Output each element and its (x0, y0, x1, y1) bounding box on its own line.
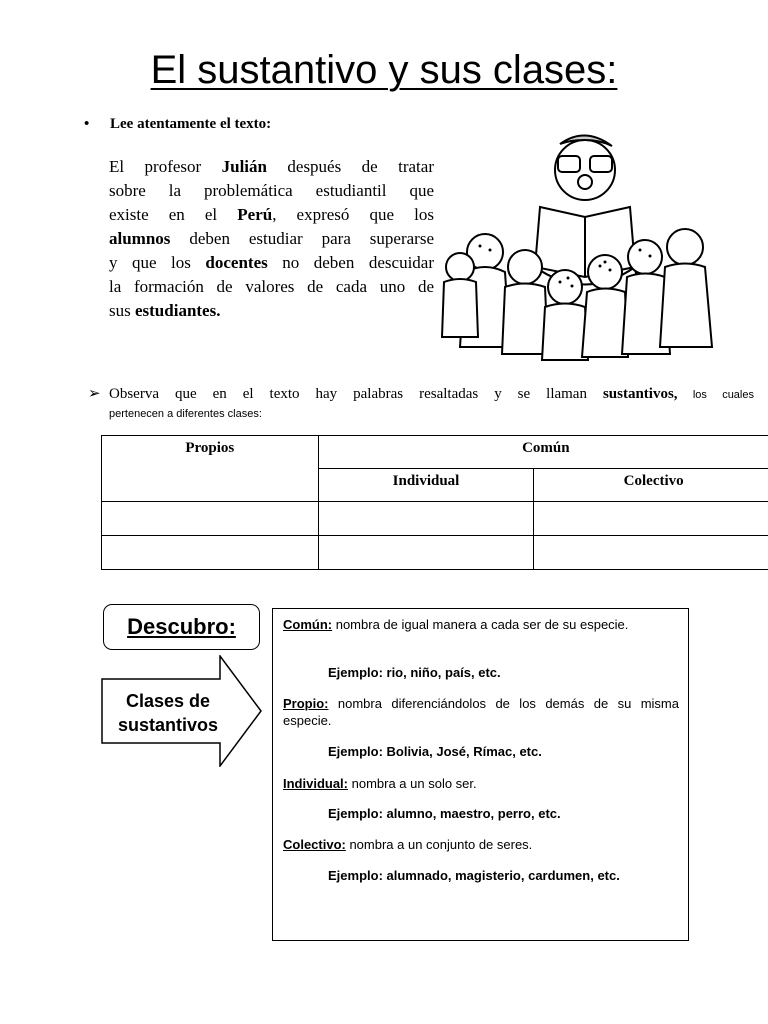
story-line: y que los docentes no deben descuidar (109, 253, 435, 272)
definition-individual: Individual: nombra a un solo ser. (283, 776, 477, 791)
header-individual: Individual (318, 469, 534, 502)
definition-propio: Propio: nombra diferenciándolos de los demás de su misma especie. (283, 696, 679, 728)
observe-line-2: pertenecen a diferentes clases: (109, 408, 262, 420)
definition-colectivo: Colectivo: nombra a un conjunto de seres. (283, 837, 533, 852)
story-line: alumnos deben estudiar para superarse (109, 229, 434, 248)
bullet-icon: • (84, 116, 90, 132)
example-propio: Ejemplo: Bolivia, José, Rímac, etc. (328, 744, 542, 759)
answer-cell[interactable] (534, 536, 768, 570)
observe-line-1: Observa que en el texto hay palabras resaltadas y se llaman sustantivos, los cuales (109, 386, 754, 402)
story-line: sus estudiantes. (109, 301, 221, 320)
story-line: sobre la problemática estudiantil que (109, 181, 434, 200)
definitions-box (272, 608, 689, 941)
header-propios: Propios (102, 436, 319, 502)
definition-comun: Común: nombra de igual manera a cada ser de su especie. (283, 617, 629, 632)
arrow-bullet-icon: ➢ (88, 386, 101, 402)
descubro-label: Descubro: (103, 604, 260, 650)
story-line: la formación de valores de cada uno de (109, 277, 434, 296)
example-individual: Ejemplo: alumno, maestro, perro, etc. (328, 806, 561, 821)
answer-cell[interactable] (102, 536, 319, 570)
answer-cell[interactable] (318, 536, 534, 570)
instruction-text: Lee atentamente el texto: (110, 116, 272, 132)
example-comun: Ejemplo: rio, niño, país, etc. (328, 665, 501, 680)
teacher-reading-to-children-illustration (440, 132, 730, 364)
page-title: El sustantivo y sus clases: (150, 48, 618, 92)
header-colectivo: Colectivo (534, 469, 768, 502)
story-line: existe en el Perú, expresó que los (109, 205, 434, 224)
clases-label: Clases de sustantivos (117, 691, 219, 735)
story-line: El profesor Julián después de tratar (109, 157, 434, 176)
answer-cell[interactable] (318, 502, 534, 536)
noun-classification-table (101, 435, 768, 570)
story-paragraph (109, 155, 434, 323)
header-comun: Común (318, 436, 768, 469)
answer-cell[interactable] (534, 502, 768, 536)
answer-cell[interactable] (102, 502, 319, 536)
example-colectivo: Ejemplo: alumnado, magisterio, cardumen, etc. (328, 868, 620, 883)
